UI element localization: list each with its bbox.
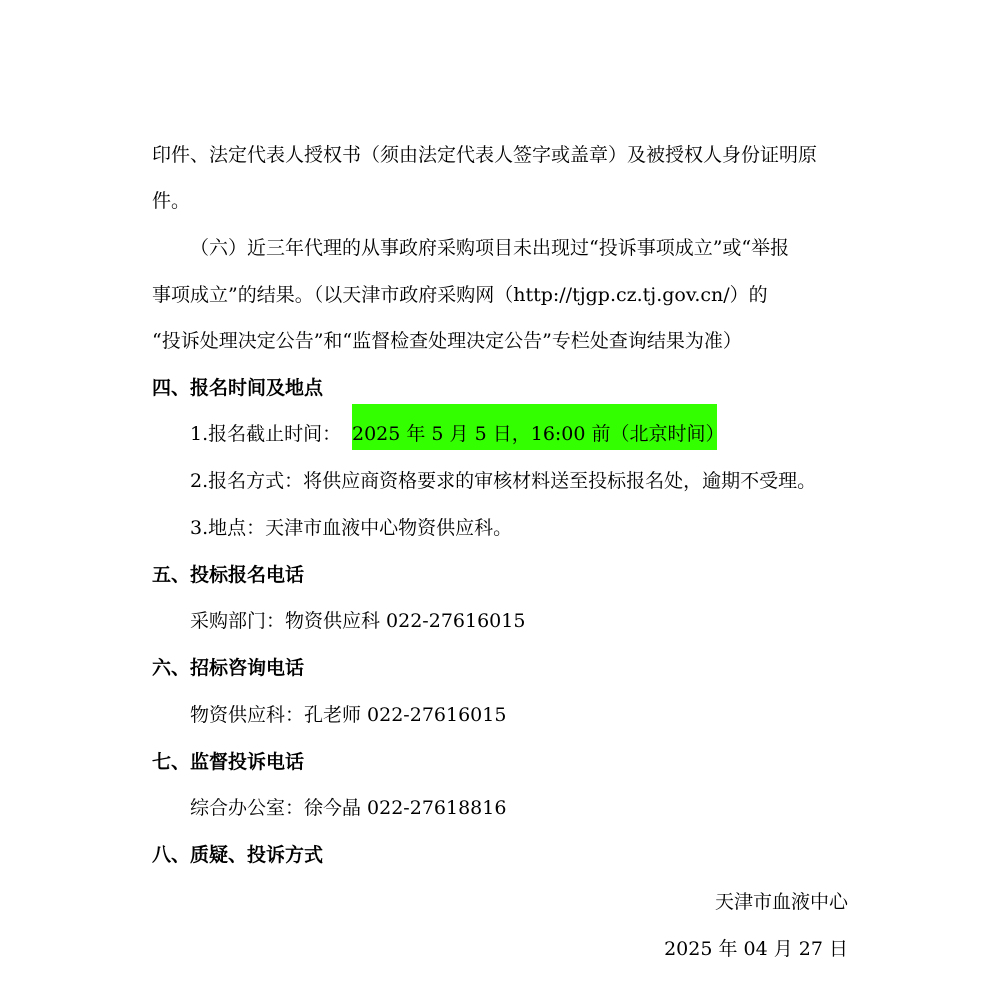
s4-item-2: 2.报名方式：将供应商资格要求的审核材料送至投标报名处，逾期不受理。	[190, 470, 817, 492]
s4-item-1-label: 1.报名截止时间：	[190, 423, 342, 445]
section-8-heading: 八、质疑、投诉方式	[152, 844, 324, 866]
paragraph-continuation-line-2: 件。	[152, 190, 191, 212]
signature-date: 2025 年 04 月 27 日	[664, 938, 848, 960]
item-6-line-2: 事项成立”的结果。（以天津市政府采购网（http://tjgp.cz.tj.gov.cn/）的	[152, 284, 768, 306]
paragraph-continuation-line-1: 印件、法定代表人授权书（须由法定代表人签字或盖章）及被授权人身份证明原	[152, 144, 818, 166]
section-5-heading: 五、投标报名电话	[152, 564, 305, 586]
s7-line: 综合办公室：徐今晶 022-27618816	[190, 797, 507, 819]
s4-item-3: 3.地点：天津市血液中心物资供应科。	[190, 517, 513, 539]
item-6-line-1: （六）近三年代理的从事政府采购项目未出现过“投诉事项成立”或“举报	[190, 237, 790, 259]
s4-item-1-value: 2025 年 5 月 5 日，16:00 前（北京时间）	[352, 423, 725, 445]
s6-line: 物资供应科：孔老师 022-27616015	[190, 704, 507, 726]
item-6-line-3: “投诉处理决定公告”和“监督检查处理决定公告”专栏处查询结果为准）	[152, 330, 742, 352]
section-7-heading: 七、监督投诉电话	[152, 751, 305, 773]
section-4-heading: 四、报名时间及地点	[152, 377, 324, 399]
section-6-heading: 六、招标咨询电话	[152, 657, 305, 679]
s5-line: 采购部门：物资供应科 022-27616015	[190, 610, 526, 632]
signature-org: 天津市血液中心	[714, 891, 848, 913]
